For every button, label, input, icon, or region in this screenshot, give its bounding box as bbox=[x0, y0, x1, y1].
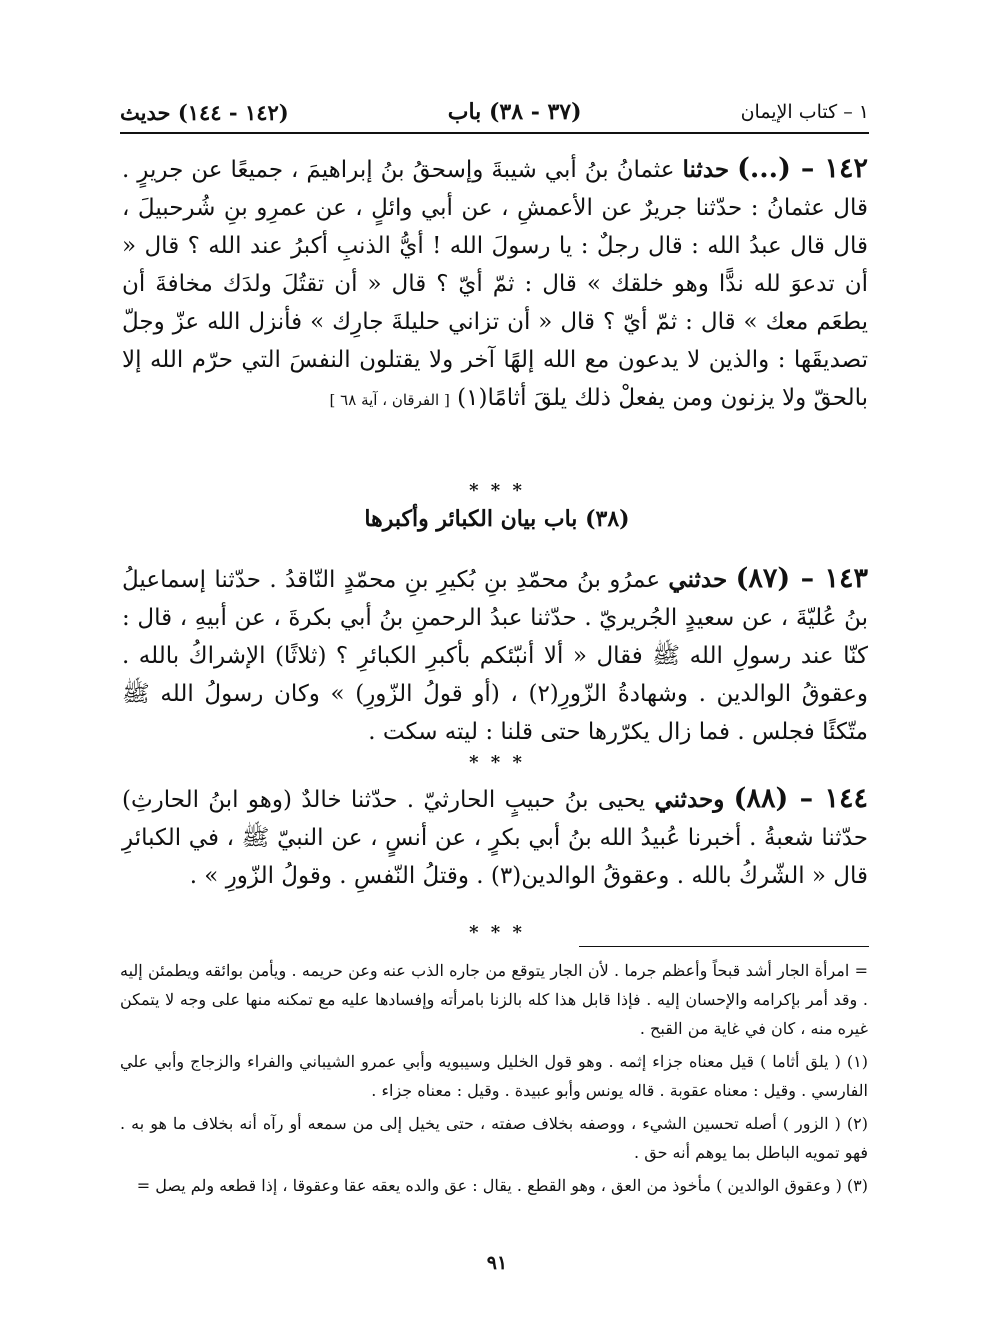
hadith-number: ١٤٤ – (٨٨) bbox=[733, 783, 869, 814]
hadith-text: عمرُو بنُ محمّدِ بنِ بُكيرِ بنِ محمّدٍ النّاقدُ . حدّثنا إسماعيلُ بنُ عُليّةَ ، عن سعيدٍ الجُريريّ . حدّثنا عبدُ الرحمنِ بنُ أبي بكرةَ ، عن أبيهِ ، قال : كنّا عند رسولِ الله ﷺ فقال « ألا أنبّئكم بأكبرِ الكبائرِ ؟ (ثلاثًا) الإشراكُ بالله . وعقوقُ الوالدين . وشهادةُ الزّورِ(٢) ، (أو قولُ الزّورِ) » وكان رسولُ الله ﷺ متّكئًا فجلس . فما زال يكرّرها حتى قلنا : ليته سكت . bbox=[122, 567, 868, 745]
footnote-continuation: = امرأة الجار أشد قبحاً وأعظم جرما . لأن الجار يتوقع من جاره الذب عنه وعن حريمه . ويأمن بوائقه ويطمئن إليه . وقد أمر بإكرامه والإحسان إليه . فإذا قابل هذا كله بالزنا بامرأته وإفسادها عليه مع تمكنه منها على وجه لا يتمكن غيره منه ، كان في غاية من القبح . bbox=[120, 961, 869, 1038]
footnote-1: (١) ( يلق أثاما ) قيل معناه جزاء إثمه . وهو قول الخليل وسيبويه وأبي عمرو الشيباني والفراء والزجاج وأبي علي الفارسي . وقيل : معناه عقوبة . قاله يونس وأبو عبيدة . وقيل : معناه جزاء . bbox=[120, 1052, 868, 1100]
hadith-number: ١٤٣ – (٨٧) bbox=[735, 563, 869, 594]
quran-reference: [ الفرقان ، آية ٦٨ ] bbox=[329, 391, 450, 409]
hadith-text: يحيى بنُ حبيبٍ الحارثيّ . حدّثنا خالدٌ (وهو ابنُ الحارثِ) حدّثنا شعبةُ . أخبرنا عُبيدُ الله بنُ أبي بكرٍ ، عن أنسٍ ، عن النبيّ ﷺ ، في الكبائرِ قال « الشّركُ بالله . وعقوقُ الوالدين(٣) . وقتلُ النّفسِ . وقولُ الزّورِ » . bbox=[122, 787, 868, 889]
section-separator: * * * bbox=[469, 752, 525, 773]
page-number: ٩١ bbox=[486, 1252, 508, 1274]
chapter-range bbox=[448, 99, 582, 125]
hadith-144 bbox=[122, 780, 868, 895]
chapter-title: (٣٨) باب بيان الكبائر وأكبرها bbox=[364, 506, 630, 532]
hadith-range bbox=[120, 100, 289, 125]
hadith-opening: وحدثني bbox=[654, 786, 725, 813]
footnote-3: (٣) ( وعقوق الوالدين ) مأخوذ من العق ، وهو القطع . يقال : عق والده يعقه عقا وعقوقا ، إذا قطعه ولم يصل = bbox=[136, 1176, 868, 1195]
hadith-opening: حدثنا bbox=[682, 156, 730, 183]
hadith-143 bbox=[122, 560, 868, 751]
hadith-text: عثمانُ بنُ أبي شيبةَ وإسحقُ بنُ إبراهيمَ ، جميعًا عن جريرٍ . قال عثمانُ : حدّثنا جريرٌ عن الأعمشِ ، عن أبي وائلٍ ، عن عمرِو بنِ شُرحبيلَ ، قال قال عبدُ الله : قال رجلٌ : يا رسولَ الله ! أيُّ الذنبِ أكبرُ عند الله ؟ قال « أن تدعوَ لله ندًّا وهو خلقك » قال : ثمّ أيّ ؟ قال « أن تقتُلَ ولدَك مخافةَ أن يطعَم معك » قال : ثمّ أيّ ؟ قال « أن تزاني حليلةَ جارِك » فأنزل الله عزّ وجلّ تصديقَها : والذين لا يدعون مع الله إلهًا آخر ولا يقتلون النفسَ التي حرّم الله إلا بالحقّ ولا يزنون ومن يفعلْ ذلك يلقَ أثامًا(١) bbox=[122, 157, 868, 411]
section-separator: * * * bbox=[469, 480, 525, 501]
hadith-142 bbox=[122, 150, 868, 419]
chapter-range-label: باب bbox=[447, 99, 482, 125]
footnote-2: (٢) ( الزور ) أصله تحسين الشيء ، ووصفه بخلاف صفته ، حتى يخيل إلى من سمعه أو رآه أنه بخلاف ما هو به . فهو تمويه الباطل بما يوهم أنه حق . bbox=[120, 1114, 868, 1162]
hadith-number: ١٤٢ – (...) bbox=[737, 153, 868, 184]
hadith-opening: حدثني bbox=[668, 566, 728, 593]
book-title: ١ – كتاب الإيمان bbox=[740, 101, 869, 123]
footnotes bbox=[120, 956, 868, 1204]
section-separator: * * * bbox=[469, 922, 525, 943]
footnote-divider bbox=[579, 946, 869, 947]
hadith-range-numbers: (١٤٢ - ١٤٤) bbox=[177, 99, 289, 125]
hadith-range-label: حديث bbox=[120, 99, 171, 125]
running-header bbox=[120, 92, 869, 134]
chapter-range-numbers: (٣٧ - ٣٨) bbox=[488, 99, 582, 125]
